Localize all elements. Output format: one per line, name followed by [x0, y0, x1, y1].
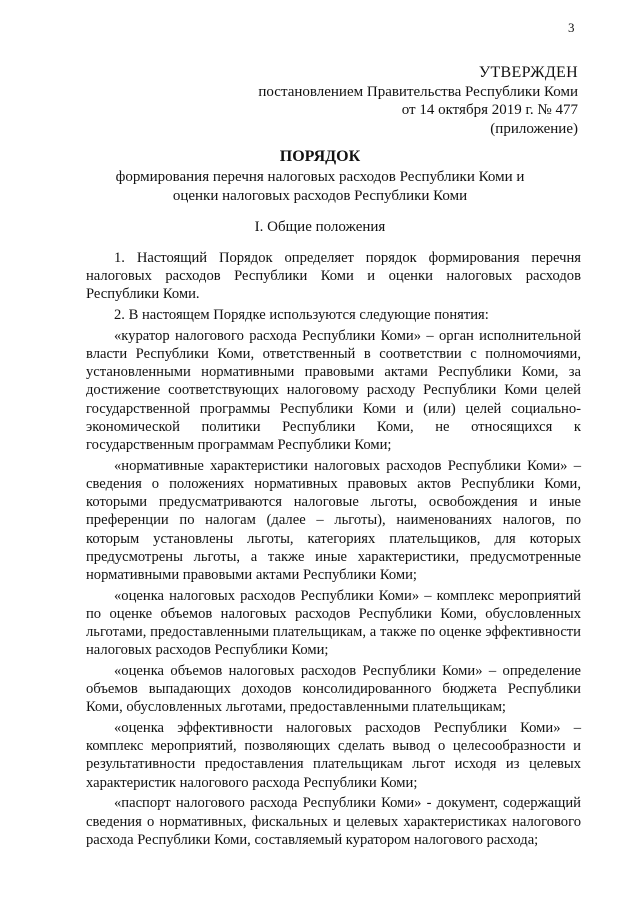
document-title: ПОРЯДОК — [279, 148, 361, 165]
paragraph: 1. Настоящий Порядок определяет порядок формирования перечня налоговых расходов Республики Коми и оценки налоговых расходов Республики Коми. — [86, 250, 581, 303]
approval-line: (приложение) — [490, 120, 578, 137]
approval-title: УТВЕРЖДЕН — [478, 64, 578, 81]
paragraph: «оценка налоговых расходов Республики Коми» – комплекс мероприятий по оценке объемов налоговых расходов Республики Коми, обусловленных льготами, предоставленными плательщикам, а также по оценке эффективности налоговых расходов Республики Коми; — [86, 587, 581, 659]
approval-line: от 14 октября 2019 г. № 477 — [401, 102, 578, 118]
approval-line: постановлением Правительства Республики Коми — [258, 83, 578, 100]
subtitle-line: оценки налоговых расходов Республики Коми — [172, 187, 468, 204]
document-subtitle — [0, 168, 640, 205]
paragraph: 2. В настоящем Порядке используются следующие понятия: — [114, 307, 489, 324]
page-number: 3 — [568, 20, 575, 35]
paragraph: «куратор налогового расхода Республики Коми» – орган исполнительной власти Республики Коми, ответственный в соответствии с полномочиями, установленными нормативными правовыми актами Республики Коми, за достижение соответствующих налоговому расходу Республики Коми целей государственной программы Республики Коми и (или) целей социально-экономической политики Республики Коми, не относящихся к государственным программам Республики Коми; — [86, 327, 581, 454]
subtitle-line: формирования перечня налоговых расходов Республики Коми и — [115, 169, 525, 185]
paragraph: «паспорт налогового расхода Республики Коми» - документ, содержащий сведения о нормативных, фискальных и целевых характеристиках налогового расхода Республики Коми, составляемый куратором налогового расхода; — [86, 795, 581, 848]
approval-stamp — [258, 64, 578, 138]
document-body — [86, 249, 581, 852]
paragraph: «нормативные характеристики налоговых расходов Республики Коми» – сведения о положениях нормативных правовых актов Республики Коми, которыми предусматриваются налоговые льготы, освобождения и иные преференции по налогам (далее – льготы), наименованиях налогов, по которым установлены льготы, категориях плательщиков, для которых предусмотрены льготы, а также иные характеристики, предусмотренные нормативными правовыми актами Республики Коми; — [86, 457, 581, 583]
section-heading: I. Общие положения — [254, 219, 386, 235]
paragraph: «оценка эффективности налоговых расходов Республики Коми» – комплекс мероприятий, позволяющих сделать вывод о целесообразности и результативности предоставления плательщикам льгот исходя из целевых характеристик налогового расхода Республики Коми; — [86, 720, 581, 791]
paragraph: «оценка объемов налоговых расходов Республики Коми» – определение объемов выпадающих доходов консолидированного бюджета Республики Коми, обусловленных льготами, предоставленными плательщикам; — [86, 662, 581, 716]
